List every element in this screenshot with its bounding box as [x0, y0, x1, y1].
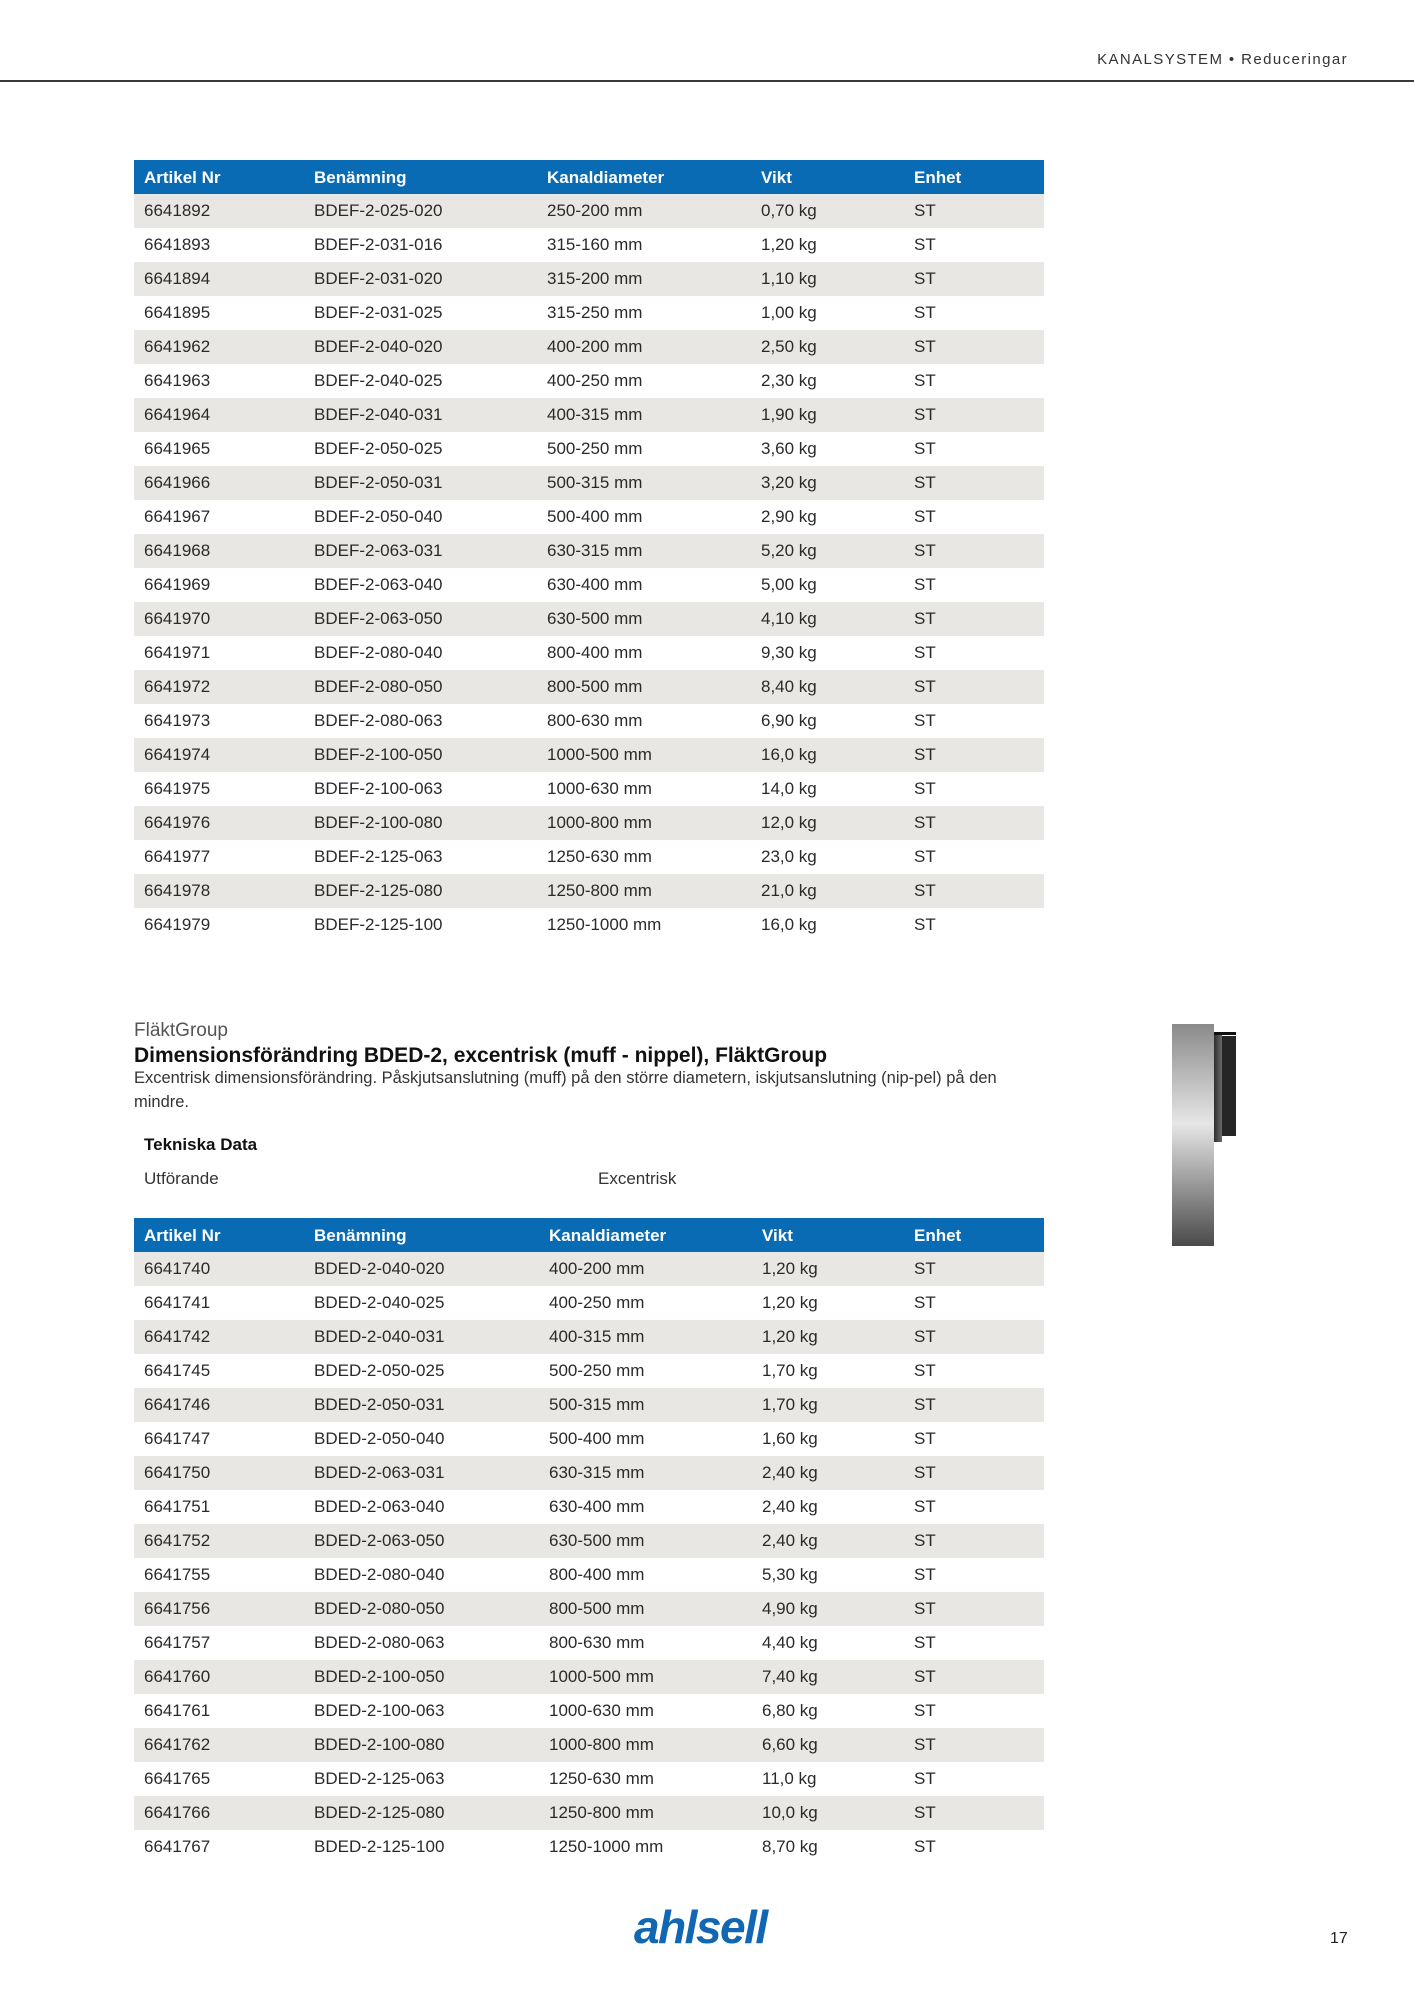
table-row	[134, 1592, 1044, 1626]
column-header-artikel-nr: Artikel Nr	[134, 160, 304, 194]
cell-vikt: 1,20 kg	[752, 1286, 904, 1320]
cell-artikel-nr: 6641971	[134, 636, 304, 670]
cell-artikel-nr: 6641962	[134, 330, 304, 364]
cell-vikt: 1,70 kg	[752, 1354, 904, 1388]
cell-vikt: 11,0 kg	[752, 1762, 904, 1796]
table-row	[134, 330, 1044, 364]
cell-enhet: ST	[904, 1320, 1044, 1354]
cell-vikt: 23,0 kg	[751, 840, 904, 874]
table-row	[134, 1354, 1044, 1388]
cell-artikel-nr: 6641751	[134, 1490, 304, 1524]
cell-vikt: 4,90 kg	[752, 1592, 904, 1626]
cell-enhet: ST	[904, 908, 1044, 942]
table-row	[134, 262, 1044, 296]
cell-artikel-nr: 6641977	[134, 840, 304, 874]
cell-enhet: ST	[904, 1660, 1044, 1694]
cell-artikel-nr: 6641894	[134, 262, 304, 296]
table-row	[134, 1728, 1044, 1762]
cell-kanaldiameter: 1000-500 mm	[539, 1660, 752, 1694]
spec-value-utforande: Excentrisk	[598, 1169, 677, 1188]
table-row	[134, 296, 1044, 330]
cell-benamning: BDEF-2-100-063	[304, 772, 537, 806]
cell-vikt: 14,0 kg	[751, 772, 904, 806]
cell-benamning: BDED-2-125-080	[304, 1796, 539, 1830]
cell-vikt: 16,0 kg	[751, 908, 904, 942]
cell-artikel-nr: 6641965	[134, 432, 304, 466]
cell-enhet: ST	[904, 772, 1044, 806]
cell-vikt: 2,40 kg	[752, 1456, 904, 1490]
cell-artikel-nr: 6641893	[134, 228, 304, 262]
cell-kanaldiameter: 500-400 mm	[537, 500, 751, 534]
table-row	[134, 432, 1044, 466]
table-row	[134, 1524, 1044, 1558]
cell-enhet: ST	[904, 1388, 1044, 1422]
page-number: 17	[1330, 1930, 1348, 1947]
cell-vikt: 0,70 kg	[751, 194, 904, 228]
cell-vikt: 1,10 kg	[751, 262, 904, 296]
table-row	[134, 1830, 1044, 1864]
cell-benamning: BDEF-2-125-080	[304, 874, 537, 908]
technical-data-heading: Tekniska Data	[144, 1135, 258, 1154]
cell-kanaldiameter: 630-315 mm	[537, 534, 751, 568]
cell-kanaldiameter: 500-250 mm	[539, 1354, 752, 1388]
cell-kanaldiameter: 1000-630 mm	[539, 1694, 752, 1728]
cell-kanaldiameter: 800-400 mm	[537, 636, 751, 670]
cell-artikel-nr: 6641766	[134, 1796, 304, 1830]
cell-benamning: BDEF-2-040-020	[304, 330, 537, 364]
cell-artikel-nr: 6641760	[134, 1660, 304, 1694]
cell-artikel-nr: 6641742	[134, 1320, 304, 1354]
table-row	[134, 908, 1044, 942]
cell-benamning: BDEF-2-040-031	[304, 398, 537, 432]
cell-artikel-nr: 6641966	[134, 466, 304, 500]
column-header-enhet: Enhet	[904, 160, 1044, 194]
cell-artikel-nr: 6641969	[134, 568, 304, 602]
cell-kanaldiameter: 1250-630 mm	[539, 1762, 752, 1796]
cell-enhet: ST	[904, 1728, 1044, 1762]
table-row	[134, 1694, 1044, 1728]
table-row	[134, 1456, 1044, 1490]
cell-enhet: ST	[904, 466, 1044, 500]
column-header-artikel-nr: Artikel Nr	[134, 1218, 304, 1252]
table-row	[134, 364, 1044, 398]
product-title: Dimensionsförändring BDED-2, excentrisk (muff - nippel), FläktGroup	[134, 1044, 828, 1067]
cell-kanaldiameter: 400-250 mm	[537, 364, 751, 398]
cell-kanaldiameter: 500-315 mm	[539, 1388, 752, 1422]
cell-vikt: 9,30 kg	[751, 636, 904, 670]
cell-artikel-nr: 6641964	[134, 398, 304, 432]
cell-vikt: 2,90 kg	[751, 500, 904, 534]
cell-kanaldiameter: 800-630 mm	[539, 1626, 752, 1660]
cell-enhet: ST	[904, 1252, 1044, 1286]
table-row	[134, 466, 1044, 500]
column-header-enhet: Enhet	[904, 1218, 1044, 1252]
cell-kanaldiameter: 400-200 mm	[539, 1252, 752, 1286]
cell-vikt: 1,00 kg	[751, 296, 904, 330]
cell-kanaldiameter: 1000-500 mm	[537, 738, 751, 772]
cell-enhet: ST	[904, 364, 1044, 398]
cell-enhet: ST	[904, 1694, 1044, 1728]
table-row	[134, 806, 1044, 840]
cell-enhet: ST	[904, 330, 1044, 364]
table-row	[134, 568, 1044, 602]
cell-benamning: BDED-2-050-040	[304, 1422, 539, 1456]
cell-benamning: BDED-2-100-080	[304, 1728, 539, 1762]
ahlsell-logo: ahlsell	[634, 1901, 767, 1953]
column-header-benamning: Benämning	[304, 160, 537, 194]
cell-artikel-nr: 6641975	[134, 772, 304, 806]
cell-benamning: BDED-2-063-031	[304, 1456, 539, 1490]
cell-enhet: ST	[904, 704, 1044, 738]
bdef-product-table	[134, 160, 1044, 942]
cell-benamning: BDED-2-080-063	[304, 1626, 539, 1660]
cell-vikt: 6,60 kg	[752, 1728, 904, 1762]
cell-artikel-nr: 6641967	[134, 500, 304, 534]
cell-artikel-nr: 6641892	[134, 194, 304, 228]
table-row	[134, 534, 1044, 568]
table-row	[134, 1626, 1044, 1660]
cell-vikt: 6,80 kg	[752, 1694, 904, 1728]
cell-artikel-nr: 6641972	[134, 670, 304, 704]
cell-enhet: ST	[904, 1558, 1044, 1592]
cell-enhet: ST	[904, 1626, 1044, 1660]
cell-benamning: BDEF-2-080-063	[304, 704, 537, 738]
cell-benamning: BDEF-2-031-016	[304, 228, 537, 262]
cell-artikel-nr: 6641762	[134, 1728, 304, 1762]
cell-benamning: BDED-2-050-031	[304, 1388, 539, 1422]
cell-benamning: BDEF-2-080-050	[304, 670, 537, 704]
cell-vikt: 4,10 kg	[751, 602, 904, 636]
table-row	[134, 602, 1044, 636]
cell-benamning: BDEF-2-031-025	[304, 296, 537, 330]
cell-benamning: BDEF-2-025-020	[304, 194, 537, 228]
cell-artikel-nr: 6641752	[134, 1524, 304, 1558]
cell-enhet: ST	[904, 1524, 1044, 1558]
cell-benamning: BDEF-2-100-050	[304, 738, 537, 772]
cell-enhet: ST	[904, 670, 1044, 704]
cell-kanaldiameter: 1250-800 mm	[537, 874, 751, 908]
cell-enhet: ST	[904, 1286, 1044, 1320]
table-row	[134, 1660, 1044, 1694]
cell-kanaldiameter: 800-500 mm	[537, 670, 751, 704]
cell-benamning: BDEF-2-100-080	[304, 806, 537, 840]
table-row	[134, 1796, 1044, 1830]
cell-enhet: ST	[904, 262, 1044, 296]
cell-enhet: ST	[904, 602, 1044, 636]
cell-enhet: ST	[904, 874, 1044, 908]
cell-vikt: 16,0 kg	[751, 738, 904, 772]
cell-benamning: BDEF-2-050-031	[304, 466, 537, 500]
table-header-row	[134, 1218, 1044, 1252]
cell-vikt: 1,20 kg	[751, 228, 904, 262]
cell-artikel-nr: 6641767	[134, 1830, 304, 1864]
table-row	[134, 1490, 1044, 1524]
cell-kanaldiameter: 400-315 mm	[537, 398, 751, 432]
cell-vikt: 8,40 kg	[751, 670, 904, 704]
cell-artikel-nr: 6641978	[134, 874, 304, 908]
product-brand: FläktGroup	[134, 1020, 228, 1041]
cell-kanaldiameter: 315-200 mm	[537, 262, 751, 296]
cell-enhet: ST	[904, 1490, 1044, 1524]
cell-enhet: ST	[904, 568, 1044, 602]
cell-enhet: ST	[904, 1796, 1044, 1830]
cell-vikt: 3,60 kg	[751, 432, 904, 466]
cell-artikel-nr: 6641765	[134, 1762, 304, 1796]
cell-artikel-nr: 6641750	[134, 1456, 304, 1490]
cell-enhet: ST	[904, 534, 1044, 568]
cell-enhet: ST	[904, 1592, 1044, 1626]
cell-kanaldiameter: 315-250 mm	[537, 296, 751, 330]
cell-artikel-nr: 6641976	[134, 806, 304, 840]
table-row	[134, 398, 1044, 432]
table-row	[134, 500, 1044, 534]
table-row	[134, 1762, 1044, 1796]
cell-artikel-nr: 6641747	[134, 1422, 304, 1456]
cell-kanaldiameter: 1250-630 mm	[537, 840, 751, 874]
table-row	[134, 228, 1044, 262]
cell-enhet: ST	[904, 840, 1044, 874]
cell-artikel-nr: 6641740	[134, 1252, 304, 1286]
cell-artikel-nr: 6641746	[134, 1388, 304, 1422]
cell-vikt: 21,0 kg	[751, 874, 904, 908]
cell-enhet: ST	[904, 738, 1044, 772]
cell-benamning: BDEF-2-050-025	[304, 432, 537, 466]
cell-benamning: BDED-2-125-100	[304, 1830, 539, 1864]
product-image-eccentric-reducer	[1170, 1022, 1240, 1248]
cell-artikel-nr: 6641968	[134, 534, 304, 568]
cell-vikt: 2,50 kg	[751, 330, 904, 364]
table-row	[134, 1422, 1044, 1456]
cell-benamning: BDEF-2-080-040	[304, 636, 537, 670]
cell-benamning: BDED-2-040-031	[304, 1320, 539, 1354]
cell-artikel-nr: 6641973	[134, 704, 304, 738]
table-row	[134, 670, 1044, 704]
cell-kanaldiameter: 400-200 mm	[537, 330, 751, 364]
cell-benamning: BDEF-2-125-063	[304, 840, 537, 874]
column-header-kanaldiameter: Kanaldiameter	[537, 160, 751, 194]
column-header-kanaldiameter: Kanaldiameter	[539, 1218, 752, 1252]
cell-artikel-nr: 6641970	[134, 602, 304, 636]
cell-kanaldiameter: 630-500 mm	[537, 602, 751, 636]
cell-vikt: 5,20 kg	[751, 534, 904, 568]
cell-artikel-nr: 6641757	[134, 1626, 304, 1660]
cell-enhet: ST	[904, 432, 1044, 466]
cell-kanaldiameter: 630-400 mm	[537, 568, 751, 602]
cell-vikt: 10,0 kg	[752, 1796, 904, 1830]
cell-kanaldiameter: 1250-1000 mm	[539, 1830, 752, 1864]
cell-enhet: ST	[904, 1762, 1044, 1796]
spec-label-utforande: Utförande	[144, 1169, 219, 1188]
table-row	[134, 1286, 1044, 1320]
cell-kanaldiameter: 800-500 mm	[539, 1592, 752, 1626]
table-row	[134, 1252, 1044, 1286]
cell-enhet: ST	[904, 1456, 1044, 1490]
cell-kanaldiameter: 250-200 mm	[537, 194, 751, 228]
cell-enhet: ST	[904, 806, 1044, 840]
table-row	[134, 704, 1044, 738]
cell-benamning: BDEF-2-050-040	[304, 500, 537, 534]
cell-artikel-nr: 6641963	[134, 364, 304, 398]
table-row	[134, 874, 1044, 908]
cell-vikt: 1,60 kg	[752, 1422, 904, 1456]
cell-enhet: ST	[904, 194, 1044, 228]
cell-enhet: ST	[904, 296, 1044, 330]
cell-vikt: 4,40 kg	[752, 1626, 904, 1660]
cell-artikel-nr: 6641745	[134, 1354, 304, 1388]
cell-benamning: BDEF-2-031-020	[304, 262, 537, 296]
cell-benamning: BDEF-2-063-040	[304, 568, 537, 602]
cell-vikt: 1,70 kg	[752, 1388, 904, 1422]
cell-artikel-nr: 6641755	[134, 1558, 304, 1592]
table-row	[134, 636, 1044, 670]
cell-enhet: ST	[904, 636, 1044, 670]
column-header-vikt: Vikt	[751, 160, 904, 194]
table-row	[134, 1320, 1044, 1354]
table-row	[134, 1558, 1044, 1592]
cell-kanaldiameter: 1000-800 mm	[539, 1728, 752, 1762]
cell-vikt: 5,30 kg	[752, 1558, 904, 1592]
cell-benamning: BDED-2-080-040	[304, 1558, 539, 1592]
cell-benamning: BDEF-2-125-100	[304, 908, 537, 942]
cell-artikel-nr: 6641895	[134, 296, 304, 330]
cell-vikt: 1,90 kg	[751, 398, 904, 432]
cell-artikel-nr: 6641761	[134, 1694, 304, 1728]
table-header-row	[134, 160, 1044, 194]
cell-vikt: 8,70 kg	[752, 1830, 904, 1864]
cell-enhet: ST	[904, 1422, 1044, 1456]
cell-kanaldiameter: 400-315 mm	[539, 1320, 752, 1354]
cell-vikt: 6,90 kg	[751, 704, 904, 738]
cell-benamning: BDED-2-063-050	[304, 1524, 539, 1558]
cell-vikt: 12,0 kg	[751, 806, 904, 840]
cell-vikt: 5,00 kg	[751, 568, 904, 602]
cell-enhet: ST	[904, 500, 1044, 534]
page-header	[0, 0, 1414, 82]
cell-artikel-nr: 6641756	[134, 1592, 304, 1626]
cell-benamning: BDED-2-125-063	[304, 1762, 539, 1796]
cell-kanaldiameter: 800-630 mm	[537, 704, 751, 738]
cell-artikel-nr: 6641974	[134, 738, 304, 772]
cell-benamning: BDED-2-100-063	[304, 1694, 539, 1728]
cell-benamning: BDED-2-050-025	[304, 1354, 539, 1388]
cell-benamning: BDED-2-080-050	[304, 1592, 539, 1626]
table-row	[134, 772, 1044, 806]
cell-kanaldiameter: 1000-800 mm	[537, 806, 751, 840]
cell-vikt: 2,40 kg	[752, 1524, 904, 1558]
cell-vikt: 2,30 kg	[751, 364, 904, 398]
table-row	[134, 738, 1044, 772]
cell-benamning: BDEF-2-040-025	[304, 364, 537, 398]
cell-enhet: ST	[904, 1354, 1044, 1388]
cell-benamning: BDEF-2-063-050	[304, 602, 537, 636]
cell-kanaldiameter: 630-400 mm	[539, 1490, 752, 1524]
product-description: Excentrisk dimensionsförändring. Påskjutsanslutning (muff) på den större diametern, iskjutsanslutning (nip-pel) på den mindre.	[134, 1069, 997, 1111]
bded-product-table	[134, 1218, 1044, 1864]
cell-kanaldiameter: 1250-800 mm	[539, 1796, 752, 1830]
cell-kanaldiameter: 1000-630 mm	[537, 772, 751, 806]
cell-kanaldiameter: 500-400 mm	[539, 1422, 752, 1456]
cell-kanaldiameter: 315-160 mm	[537, 228, 751, 262]
cell-kanaldiameter: 400-250 mm	[539, 1286, 752, 1320]
cell-enhet: ST	[904, 1830, 1044, 1864]
table-row	[134, 840, 1044, 874]
cell-artikel-nr: 6641979	[134, 908, 304, 942]
column-header-benamning: Benämning	[304, 1218, 539, 1252]
cell-vikt: 7,40 kg	[752, 1660, 904, 1694]
column-header-vikt: Vikt	[752, 1218, 904, 1252]
cell-kanaldiameter: 500-315 mm	[537, 466, 751, 500]
cell-kanaldiameter: 1250-1000 mm	[537, 908, 751, 942]
cell-enhet: ST	[904, 398, 1044, 432]
table-row	[134, 194, 1044, 228]
section-label: KANALSYSTEM • Reduceringar	[1097, 51, 1348, 68]
cell-vikt: 1,20 kg	[752, 1320, 904, 1354]
cell-kanaldiameter: 800-400 mm	[539, 1558, 752, 1592]
cell-benamning: BDED-2-040-025	[304, 1286, 539, 1320]
cell-enhet: ST	[904, 228, 1044, 262]
cell-vikt: 1,20 kg	[752, 1252, 904, 1286]
cell-benamning: BDEF-2-063-031	[304, 534, 537, 568]
cell-kanaldiameter: 630-500 mm	[539, 1524, 752, 1558]
cell-vikt: 3,20 kg	[751, 466, 904, 500]
cell-benamning: BDED-2-063-040	[304, 1490, 539, 1524]
table-row	[134, 1388, 1044, 1422]
cell-vikt: 2,40 kg	[752, 1490, 904, 1524]
cell-kanaldiameter: 500-250 mm	[537, 432, 751, 466]
cell-kanaldiameter: 630-315 mm	[539, 1456, 752, 1490]
cell-benamning: BDED-2-040-020	[304, 1252, 539, 1286]
cell-benamning: BDED-2-100-050	[304, 1660, 539, 1694]
cell-artikel-nr: 6641741	[134, 1286, 304, 1320]
